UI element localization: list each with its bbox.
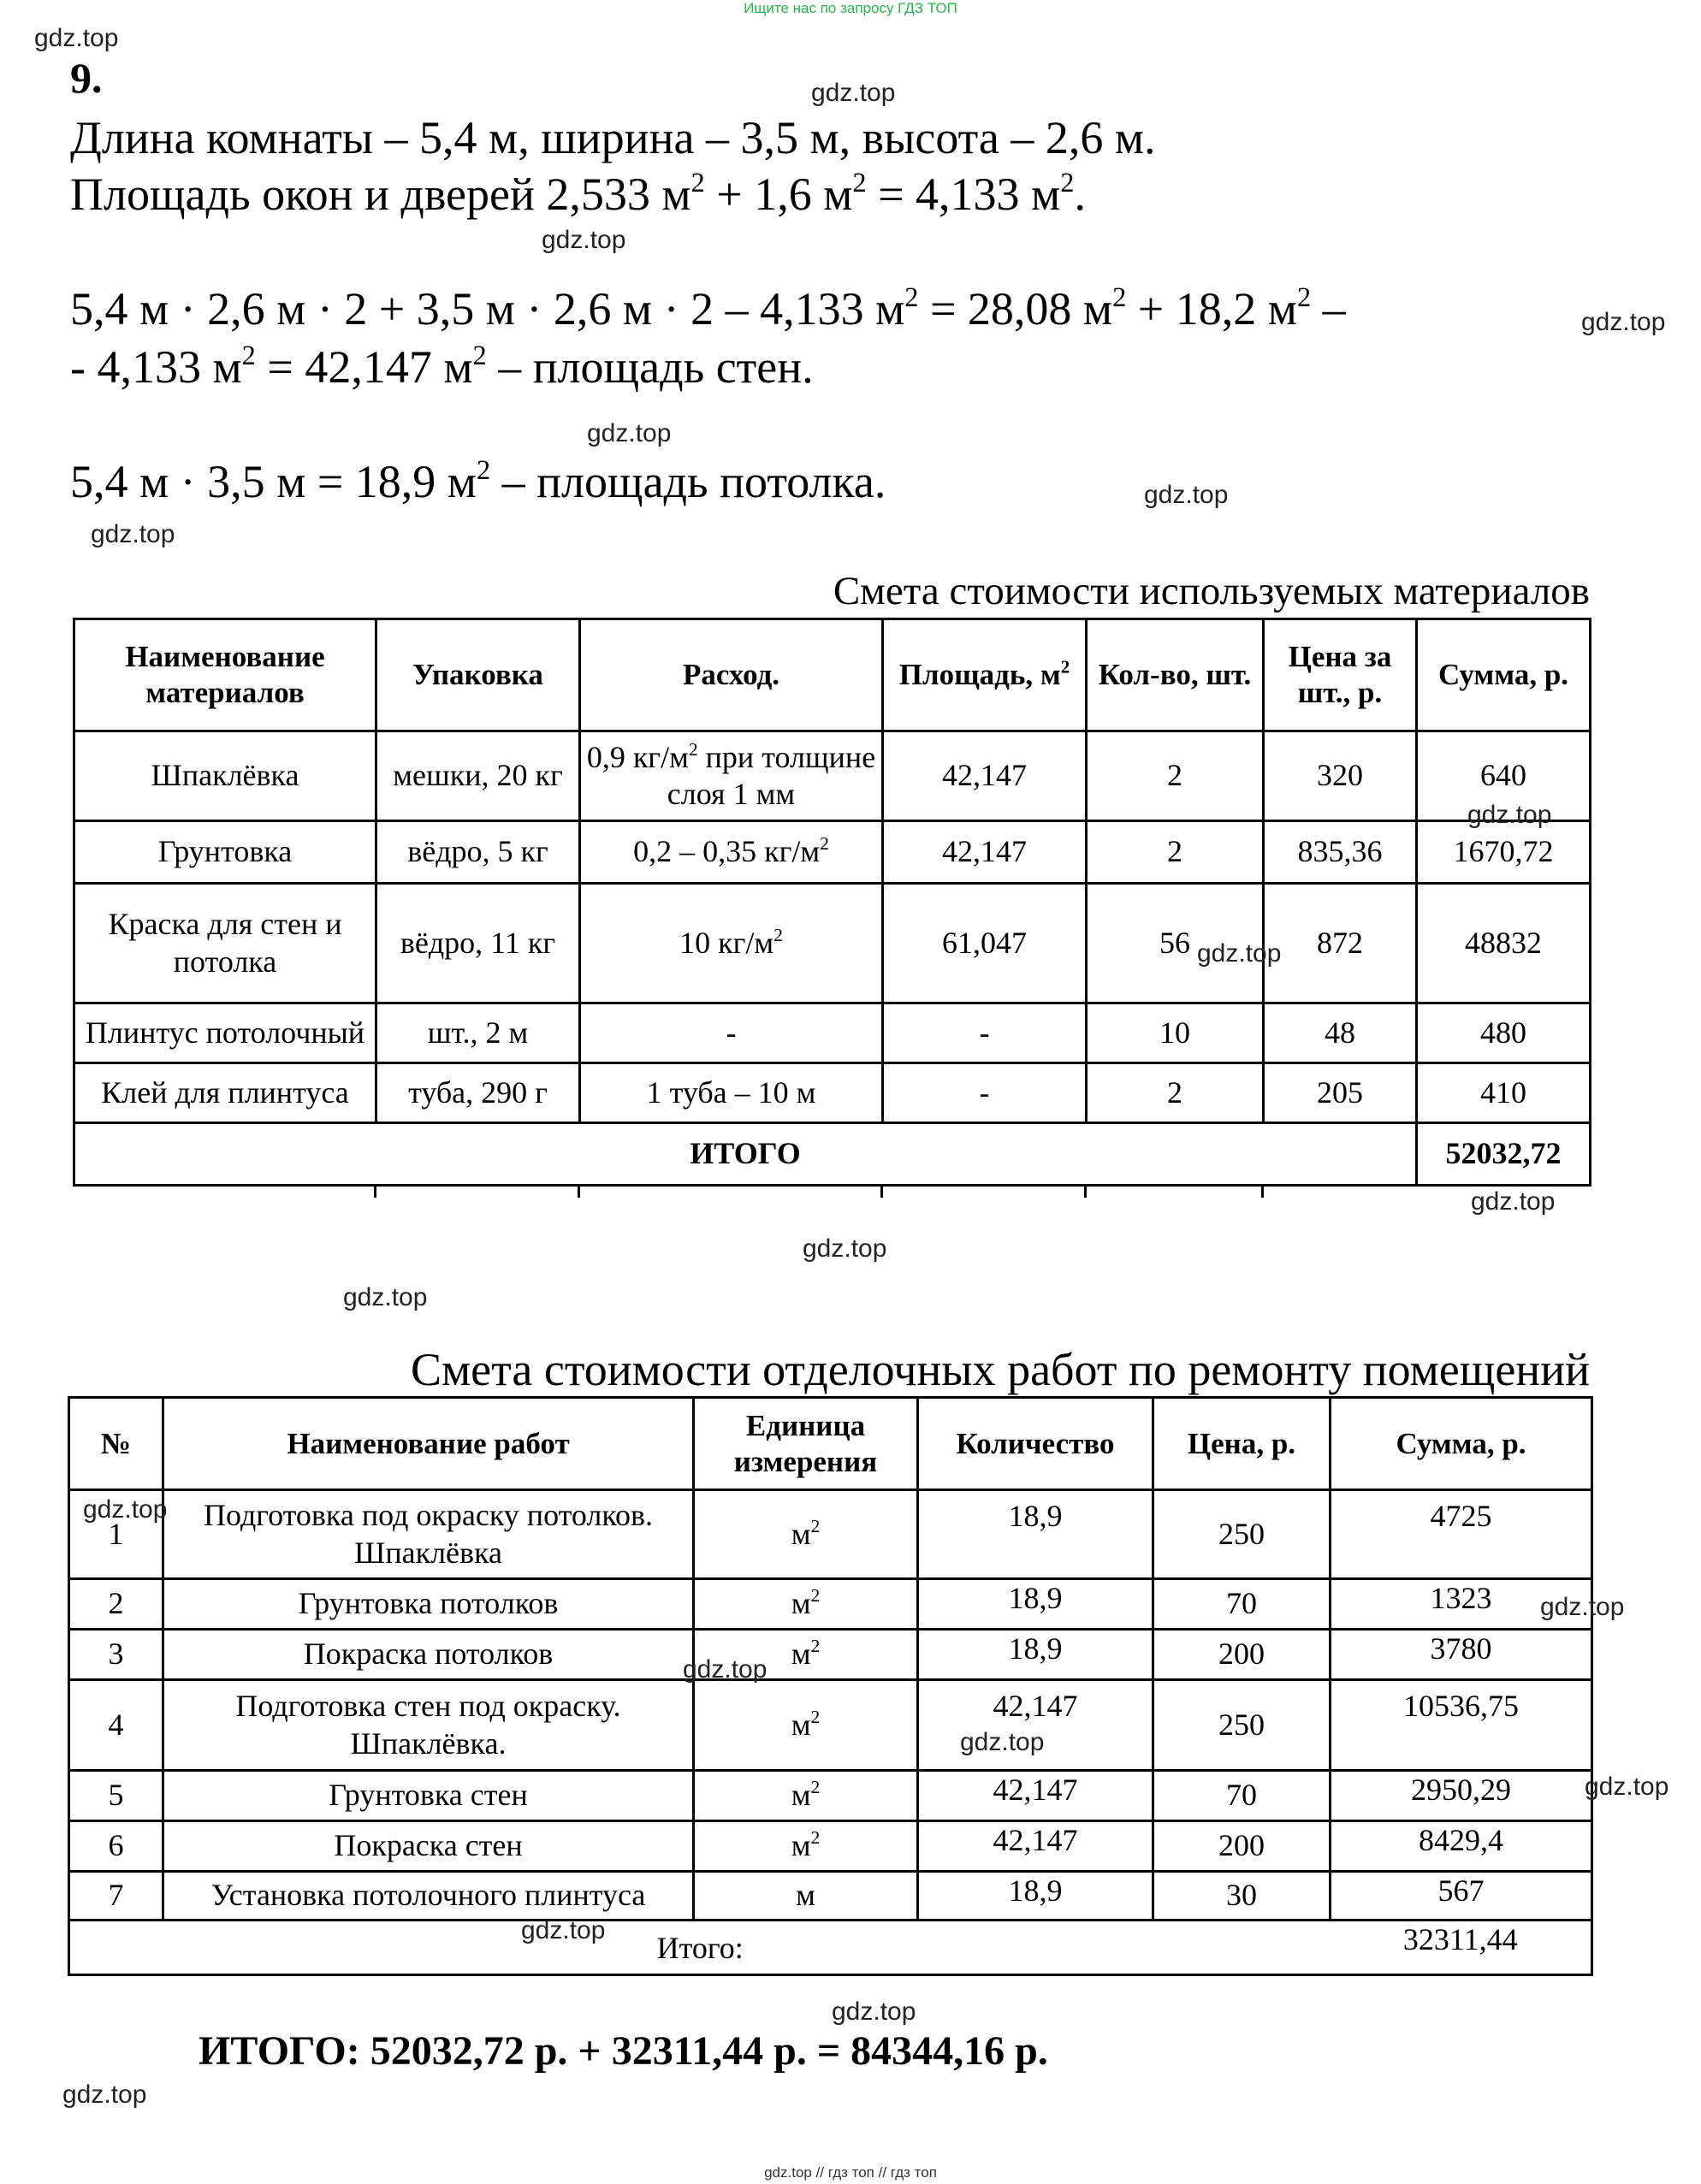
total-row — [69, 1921, 1592, 1975]
cell-price: 872 — [1264, 884, 1417, 1003]
header-no: № — [69, 1398, 163, 1490]
text-line-5: 5,4 м · 3,5 м = 18,9 $м^2$ – площадь потолка. — [70, 454, 886, 507]
cell-price: 70 — [1153, 1579, 1331, 1630]
table-row — [69, 1771, 1592, 1821]
cell-name: Клей для плинтуса — [74, 1063, 376, 1123]
cell-name: Краска для стен и потолка — [74, 884, 376, 1003]
table-row — [69, 1630, 1592, 1680]
cell-name: Подготовка под окраску потолков. Шпаклёвка — [163, 1490, 694, 1579]
cell-unit: $м^2$ — [694, 1680, 918, 1771]
works-caption: Смета стоимости отделочных работ по ремонту помещений — [410, 1344, 1590, 1395]
materials-table — [73, 618, 1591, 1187]
cell-price: 250 — [1153, 1490, 1331, 1579]
watermark: gdz.top — [960, 1728, 1045, 1756]
cell-unit: $м^2$ — [694, 1771, 918, 1821]
column-tick — [578, 1186, 580, 1198]
column-tick — [1261, 1186, 1264, 1198]
watermark: gdz.top — [832, 1998, 916, 2026]
watermark: gdz.top — [1540, 1593, 1625, 1621]
header-sum: Сумма, р. — [1331, 1398, 1592, 1490]
cell-no: 1 — [69, 1490, 163, 1579]
watermark: gdz.top — [683, 1655, 768, 1684]
cell-no: 7 — [69, 1872, 163, 1921]
total-row — [74, 1123, 1591, 1186]
cell-qty: 2 — [1087, 1063, 1264, 1123]
cell-name: Грунтовка — [74, 821, 376, 884]
cell-price: 48 — [1264, 1003, 1417, 1063]
text-line-2: Площадь окон и дверей 2,533 $м^2 + 1,6$ $м^2 = 4,133$ $м^2$. — [70, 167, 1086, 220]
cell-sum: 8429,4 — [1331, 1821, 1592, 1872]
cell-qty: 42,147 — [918, 1771, 1153, 1821]
watermark: gdz.top — [1467, 801, 1552, 829]
cell-unit: $м^2$ — [694, 1490, 918, 1579]
cell-unit: м — [694, 1872, 918, 1921]
cell-usage: 1 туба – 10 м — [580, 1063, 883, 1123]
header-price: Цена, р. — [1153, 1398, 1331, 1490]
cell-name: Шпаклёвка — [74, 731, 376, 821]
cell-package: мешки, 20 кг — [376, 731, 580, 821]
table-row — [74, 1003, 1591, 1063]
watermark: gdz.top — [521, 1916, 606, 1944]
cell-name: Установка потолочного плинтуса — [163, 1872, 694, 1921]
cell-package: шт., 2 м — [376, 1003, 580, 1063]
column-tick — [374, 1186, 376, 1198]
watermark: gdz.top — [343, 1283, 428, 1311]
watermark: gdz.top — [542, 226, 626, 254]
cell-package: туба, 290 г — [376, 1063, 580, 1123]
cell-area: - — [883, 1003, 1087, 1063]
cell-qty: 2 — [1087, 731, 1264, 821]
table-row — [69, 1872, 1592, 1921]
cell-area: 61,047 — [883, 884, 1087, 1003]
header-unit: Единица измерения — [694, 1398, 918, 1490]
cell-no: 5 — [69, 1771, 163, 1821]
cell-qty: 18,9 — [918, 1579, 1153, 1630]
watermark: gdz.top — [1197, 939, 1282, 968]
top-banner: Ищите нас по запросу ГДЗ ТОП — [744, 0, 957, 16]
header-name: Наименование материалов — [74, 619, 376, 731]
cell-sum: 2950,29 — [1331, 1771, 1592, 1821]
cell-price: 200 — [1153, 1630, 1331, 1680]
cell-price: 30 — [1153, 1872, 1331, 1921]
text-line-4: - 4,133 $м^2 = 42,147$ $м^2$ – площадь стен. — [70, 340, 814, 393]
cell-package: вёдро, 5 кг — [376, 821, 580, 884]
cell-usage: 10 $кг/м^2$ — [580, 884, 883, 1003]
cell-name: Подготовка стен под окраску. Шпаклёвка. — [163, 1680, 694, 1771]
cell-sum: 1323 — [1331, 1579, 1592, 1630]
table-header-row — [74, 619, 1591, 731]
bottom-banner: gdz.top // гдз топ // гдз топ — [764, 2164, 937, 2181]
cell-price: 200 — [1153, 1821, 1331, 1872]
total-value: 32311,44 — [1331, 1921, 1592, 1975]
watermark: gdz.top — [803, 1234, 887, 1263]
watermark: gdz.top — [1471, 1187, 1556, 1216]
cell-area: - — [883, 1063, 1087, 1123]
header-name: Наименование работ — [163, 1398, 694, 1490]
header-usage: Расход. — [580, 619, 883, 731]
cell-no: 4 — [69, 1680, 163, 1771]
header-sum: Сумма, р. — [1417, 619, 1591, 731]
cell-qty: 42,147 — [918, 1821, 1153, 1872]
cell-qty: 18,9 — [918, 1490, 1153, 1579]
column-tick — [880, 1186, 883, 1198]
cell-name: Покраска стен — [163, 1821, 694, 1872]
cell-unit: $м^2$ — [694, 1579, 918, 1630]
cell-unit: $м^2$ — [694, 1630, 918, 1680]
cell-package: вёдро, 11 кг — [376, 884, 580, 1003]
cell-price: 70 — [1153, 1771, 1331, 1821]
text-line-1: Длина комнаты – 5,4 м, ширина – 3,5 м, высота – 2,6 м. — [70, 112, 1156, 163]
final-total: ИТОГО: 52032,72 р. + 32311,44 р. = 84344,16 р. — [199, 2028, 1048, 2074]
cell-sum: 10536,75 — [1331, 1680, 1592, 1771]
cell-usage: 0,2 – 0,35 $кг/м^2$ — [580, 821, 883, 884]
header-qty: Количество — [918, 1398, 1153, 1490]
table-row — [69, 1821, 1592, 1872]
total-label: Итого: — [69, 1921, 1331, 1975]
total-value: 52032,72 — [1417, 1123, 1591, 1186]
cell-sum: 4725 — [1331, 1490, 1592, 1579]
cell-sum: 480 — [1417, 1003, 1591, 1063]
cell-qty: 18,9 — [918, 1872, 1153, 1921]
watermark: gdz.top — [83, 1495, 168, 1524]
cell-sum: 640 — [1417, 731, 1591, 821]
table-header-row — [69, 1398, 1592, 1490]
materials-caption: Смета стоимости используемых материалов — [833, 569, 1590, 613]
watermark: gdz.top — [1581, 308, 1666, 336]
cell-name: Грунтовка стен — [163, 1771, 694, 1821]
task-number: 9. — [70, 54, 103, 102]
cell-price: 205 — [1264, 1063, 1417, 1123]
column-tick — [1084, 1186, 1087, 1198]
cell-no: 2 — [69, 1579, 163, 1630]
watermark: gdz.top — [811, 79, 896, 107]
cell-price: 250 — [1153, 1680, 1331, 1771]
table-row — [74, 1063, 1591, 1123]
table-row — [74, 821, 1591, 884]
cell-no: 3 — [69, 1630, 163, 1680]
cell-name: Покраска потолков — [163, 1630, 694, 1680]
cell-qty: 42,147 — [918, 1680, 1153, 1771]
table-row — [74, 884, 1591, 1003]
watermark: gdz.top — [62, 2080, 147, 2109]
header-package: Упаковка — [376, 619, 580, 731]
watermark: gdz.top — [34, 24, 119, 52]
cell-name: Грунтовка потолков — [163, 1579, 694, 1630]
header-price: Цена за шт., р. — [1264, 619, 1417, 731]
cell-area: 42,147 — [883, 731, 1087, 821]
cell-qty: 56 — [1087, 884, 1264, 1003]
cell-sum: 3780 — [1331, 1630, 1592, 1680]
table-row — [69, 1680, 1592, 1771]
cell-price: 835,36 — [1264, 821, 1417, 884]
cell-sum: 410 — [1417, 1063, 1591, 1123]
cell-qty: 18,9 — [918, 1630, 1153, 1680]
watermark: gdz.top — [1144, 481, 1229, 509]
cell-unit: $м^2$ — [694, 1821, 918, 1872]
table-row — [69, 1579, 1592, 1630]
watermark: gdz.top — [91, 520, 175, 548]
works-table — [68, 1396, 1593, 1976]
cell-area: 42,147 — [883, 821, 1087, 884]
cell-qty: 2 — [1087, 821, 1264, 884]
watermark: gdz.top — [587, 419, 672, 447]
cell-usage: 0,9 $кг/м^2$ при толщине слоя 1 мм — [580, 731, 883, 821]
cell-usage: - — [580, 1003, 883, 1063]
table-row — [74, 731, 1591, 821]
total-label: ИТОГО — [74, 1123, 1417, 1186]
header-qty: Кол-во, шт. — [1087, 619, 1264, 731]
table-row — [69, 1490, 1592, 1579]
cell-sum: 1670,72 — [1417, 821, 1591, 884]
watermark: gdz.top — [1585, 1773, 1669, 1801]
text-line-3: 5,4 м · 2,6 м · 2 + 3,5 м · 2,6 м · 2 – 4,133 $м^2 = 28,08$ $м^2 + 18,2$ $м^2$ – — [70, 281, 1346, 334]
cell-sum: 567 — [1331, 1872, 1592, 1921]
cell-name: Плинтус потолочный — [74, 1003, 376, 1063]
cell-qty: 10 — [1087, 1003, 1264, 1063]
header-area: Площадь, $м^2$ — [883, 619, 1087, 731]
cell-no: 6 — [69, 1821, 163, 1872]
cell-sum: 48832 — [1417, 884, 1591, 1003]
cell-price: 320 — [1264, 731, 1417, 821]
